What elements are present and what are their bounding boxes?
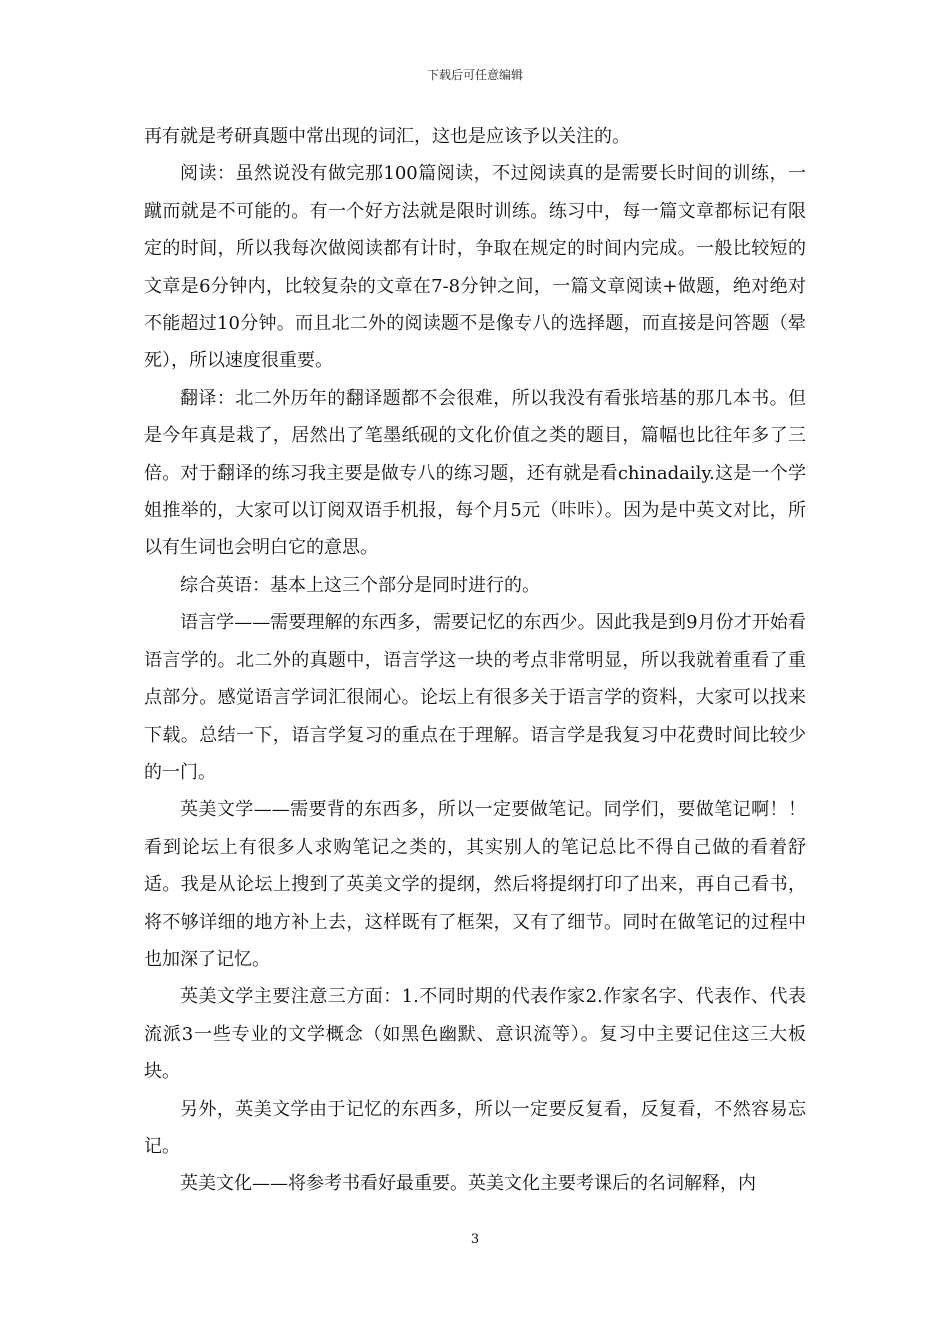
paragraph-culture: 英美文化——将参考书看好最重要。英美文化主要考课后的名词解释，内 — [180, 1173, 756, 1195]
paragraph-reading: 阅读：虽然说没有做完那100篇阅读，不过阅读真的是需要长时间的训练，一蹴而就是不可能的。有一个好方法就是限时训练。练习中，每一篇文章都标记有限定的时间，所以我每次做阅读都有计时，争取在规定的时间内完成。一般比较短的文章是6分钟内，比较复杂的文章在7-8分钟之间，一篇文章阅读+做题，绝对绝对不能超过10分钟。而且北二外的阅读题不是像专八的选择题，而直接是问答题（晕死），所以速度很重要。 — [144, 163, 806, 372]
page-number: 3 — [470, 1232, 480, 1247]
paragraph: 再有就是考研真题中常出现的词汇，这也是应该予以关注的。 — [144, 126, 630, 147]
paragraph-linguistics: 语言学——需要理解的东西多，需要记忆的东西少。因此我是到9月份才开始看语言学的。北二外的真题中，语言学这一块的考点非常明显，所以我就着重看了重点部分。感觉语言学词汇很闹心。论坛上有很多关于语言学的资料，大家可以找来下载。总结一下，语言学复习的重点在于理解。语言学是我复习中花费时间比较少的一门。 — [144, 612, 806, 783]
document-body — [144, 118, 806, 1203]
paragraph-literature: 英美文学——需要背的东西多，所以一定要做笔记。同学们，要做笔记啊！！看到论坛上有很多人求购笔记之类的，其实别人的笔记总比不得自己做的看着舒适。我是从论坛上搜到了英美文学的提纲，然后将提纲打印了出来，再自己看书，将不够详细的地方补上去，这样既有了框架，又有了细节。同时在做笔记的过程中也加深了记忆。 — [144, 799, 806, 970]
page-header: 下载后可任意编辑 — [426, 68, 523, 82]
paragraph-translation: 翻译：北二外历年的翻译题都不会很难，所以我没有看张培基的那几本书。但是今年真是栽了，居然出了笔墨纸砚的文化价值之类的题目，篇幅也比往年多了三倍。对于翻译的练习我主要是做专八的练习题，还有就是看chinadaily.这是一个学姐推举的，大家可以订阅双语手机报，每个月5元（咔咔）。因为是中英文对比，所以有生词也会明白它的意思。 — [144, 387, 806, 559]
paragraph-literature-review: 另外，英美文学由于记忆的东西多，所以一定要反复看，反复看，不然容易忘记。 — [144, 1098, 806, 1157]
paragraph-comprehensive-english: 综合英语：基本上这三个部分是同时进行的。 — [180, 574, 540, 596]
paragraph-literature-focus: 英美文学主要注意三方面：1.不同时期的代表作家2.作家名字、代表作、代表流派3一些专业的文学概念（如黑色幽默、意识流等）。复习中主要记住这三大板块。 — [144, 986, 806, 1083]
